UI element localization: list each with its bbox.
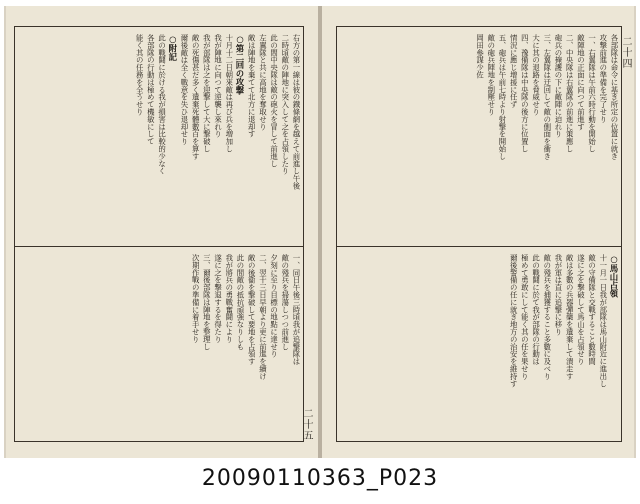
text-column: 一、同日午後三時頃我が追撃隊は — [292, 254, 301, 365]
text-column: 敵の守備隊と交戰すること數時間 — [587, 254, 597, 365]
right-page-upper-text — [340, 34, 618, 240]
text-column: 三、左翼隊は迂回して敵の側面を衝き — [542, 34, 552, 160]
text-column: 我が陣地に向つて逆襲し來れり — [213, 34, 223, 138]
text-column: 情況に應じ增援に任ず — [509, 34, 519, 108]
text-column: 爾後警備の任に就き地方の治安を維持す — [509, 254, 519, 388]
text-column: 敵の砲兵陣地を制壓せり — [486, 34, 496, 116]
text-column: 攻撃前進の準備を完了せり — [598, 34, 608, 123]
text-column: 次期作戰の準備に着手せり — [191, 254, 201, 343]
text-column: 右方の第一線は彼の鐡條網を越えて前進し午後 — [292, 34, 301, 190]
page-number-left: 二十五 — [301, 408, 312, 441]
text-column: 能く其の任務を全うせり — [135, 34, 145, 116]
right-page — [322, 6, 634, 458]
text-column: 敵の殘兵を掃蕩しつつ前進し — [280, 254, 290, 351]
text-column: 十月十二日朝來敵は再び兵を増加し — [224, 34, 234, 153]
text-column: 五、砲兵は午前七時より射撃を開始し — [497, 34, 507, 160]
text-column: 此の戰鬪に於ける我が損害は比較的少なく — [157, 34, 167, 175]
text-column: 此の間中央隊は敵の砲火を冒して前進し — [269, 34, 279, 168]
text-column: 我が軍は直に追撃に移り — [553, 254, 563, 336]
text-column: ○附記 — [167, 34, 178, 61]
text-column: 一、右翼隊は午前六時行動を開始し — [587, 34, 597, 153]
left-page-lower-text — [18, 254, 300, 434]
text-column: 遂に之を撃退するを得たり — [213, 254, 223, 343]
text-column: ○馬山占領 — [609, 254, 619, 298]
text-column: 敵の殘兵を捕獲すること多數に及べり — [542, 254, 552, 380]
text-column: 敵の後衞を撃破して要地を占領す — [247, 254, 257, 365]
left-page-divider — [14, 246, 304, 247]
text-column: 敵は多數の兵器彈藥を遺棄して潰走す — [565, 254, 575, 380]
text-column: 爾後敵は全く戰意を失ひ退却せり — [179, 34, 189, 145]
text-column: 敵陣地の正面に向つて前進す — [576, 34, 586, 131]
text-column: 各部隊は命令に基き所定の位置に就き — [610, 34, 619, 160]
text-column: 敵は陣地を棄てて北方に退却す — [247, 34, 257, 138]
text-column: 各部隊の行動は極めて機敏にして — [146, 34, 156, 145]
text-column: ○第二回の攻撃 — [234, 34, 245, 95]
scanned-book-spread — [4, 6, 636, 458]
image-caption: 20090110363_P023 — [201, 466, 439, 491]
text-column: 四、豫備隊は中央隊の後方に位置し — [520, 34, 530, 153]
text-column: 此の間敵の抵抗頑強なりしも — [235, 254, 245, 351]
text-column: 二、中央隊は右翼隊の前進に策應し — [565, 34, 575, 153]
left-page — [6, 6, 318, 458]
text-column: 大に其の退路を脅威せり — [531, 34, 541, 116]
text-column: 左翼隊と共に高地を奪取せり — [258, 34, 268, 131]
text-column: 此の戰鬪に於て我が部隊の行動は — [531, 254, 541, 365]
right-page-lower-text — [340, 254, 618, 434]
text-column: 三、爾後部隊は陣地を整理し — [202, 254, 212, 351]
right-page-divider — [336, 246, 622, 247]
text-column: 遂に之を撃破して馬山を占領せり — [576, 254, 586, 365]
text-column: 砲兵の掩護の下に敵陣に迫れり — [553, 34, 563, 138]
text-column: 十一月一日我が部隊は馬山附近に進出し — [598, 254, 608, 388]
text-column: 夕刻に至り目標の地點に達せり — [269, 254, 279, 358]
text-column: 我が部隊は之を迎撃して大に撃破し — [202, 34, 212, 153]
text-column: 極めて勇敢にして能く其の任を果せり — [520, 254, 530, 380]
text-column: 敵の死傷甚だ多く遺棄死體數百を算す — [191, 34, 201, 160]
text-column: 二、翌十三日早朝より更に前進を續け — [258, 254, 268, 380]
page-number-right: 二十四 — [620, 36, 631, 69]
text-column: 我が將兵の勇戰奮鬪により — [224, 254, 234, 343]
left-page-upper-text — [18, 34, 300, 240]
text-column: 岡田參謀少佐 — [475, 34, 485, 79]
text-column: 二時頃敵の陣地に突入して之を占領したり — [280, 34, 290, 175]
